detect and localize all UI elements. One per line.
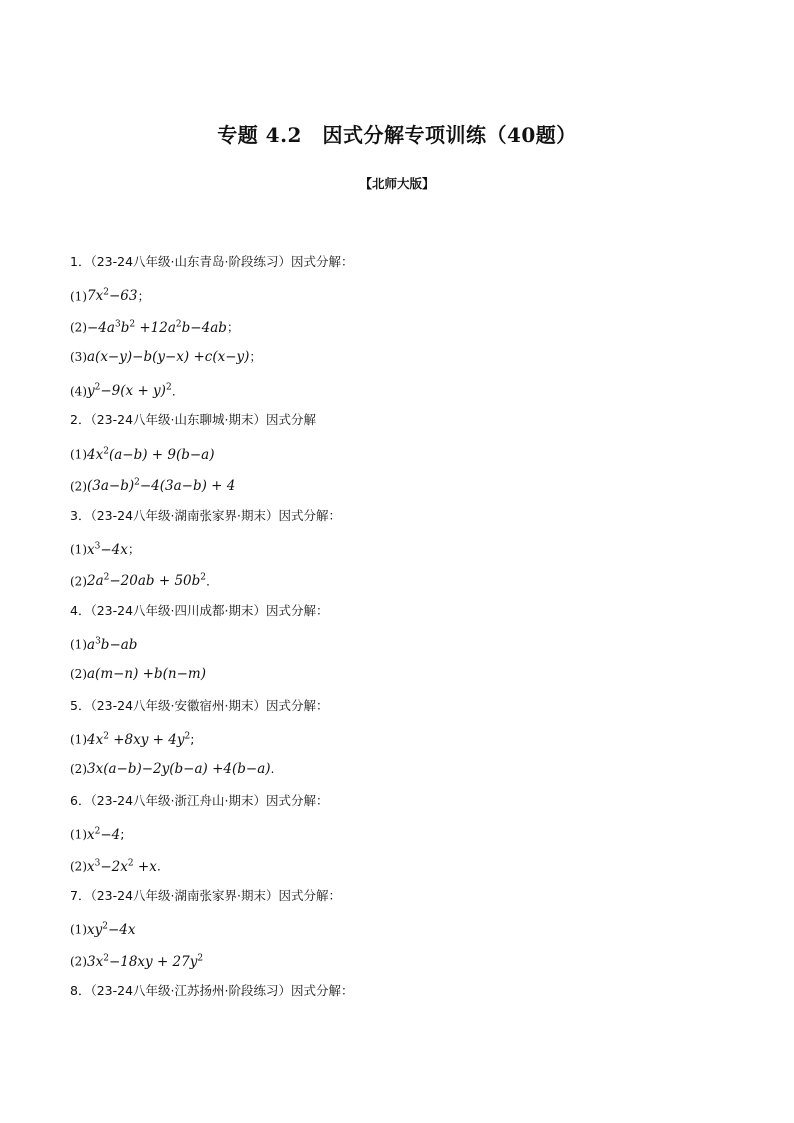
question-heading — [70, 246, 730, 278]
question-heading — [70, 785, 730, 817]
math-expression: $y^2-9(x + y)^2$ — [87, 382, 172, 400]
punctuation: ; — [190, 731, 195, 747]
edition-label: 【北师大版】 — [359, 176, 435, 191]
sub-problem — [70, 341, 730, 373]
sub-problem-label: (1) — [70, 637, 87, 652]
question-heading — [70, 880, 730, 912]
question-text: 8．（23-24八年级·江苏扬州·阶段练习）因式分解： — [70, 982, 354, 998]
question-text: 6．（23-24八年级·浙江舟山·期末）因式分解： — [70, 792, 329, 808]
punctuation: ； — [137, 288, 150, 304]
punctuation: . — [270, 761, 275, 776]
punctuation: . — [206, 573, 210, 589]
sub-problem-label: (2) — [70, 479, 87, 494]
question-text: 5．（23-24八年级·安徽宿州·期末）因式分解： — [70, 697, 329, 713]
question-text: 7．（23-24八年级·湖南张家界·期末）因式分解： — [70, 887, 341, 903]
math-expression: $x^3-4x$ — [87, 541, 128, 558]
sub-problem-label: (2) — [70, 762, 87, 776]
sub-problem-label: (2) — [70, 859, 87, 874]
sub-problem — [70, 911, 730, 943]
punctuation: . — [156, 858, 161, 874]
sub-problem-label: (2) — [70, 954, 87, 969]
math-expression: a(m−n) +b(n−m) — [87, 665, 206, 682]
math-expression: $4x^2(a-b) + 9(b-a)$ — [87, 446, 215, 463]
math-expression: $4x^2 +8xy + 4y^2$ — [87, 731, 191, 748]
math-expression: $-4a^3b^2 +12a^2b-4ab$ — [87, 319, 227, 336]
question-heading — [70, 975, 730, 1007]
question-text: 4．（23-24八年级·四川成都·期末）因式分解： — [70, 602, 329, 618]
question-text: 3．（23-24八年级·湖南张家界·期末）因式分解： — [70, 507, 341, 523]
sub-problem — [70, 563, 730, 595]
math-expression: $7x^2-63$ — [87, 287, 138, 305]
math-expression: $x^2-4$ — [87, 826, 121, 843]
math-expression: $2a^2-20ab + 50b^2$ — [87, 572, 207, 590]
math-expression: $3x^2-18xy + 27y^2$ — [87, 953, 204, 970]
sub-problem — [70, 753, 730, 785]
sub-problem-label: (2) — [70, 666, 87, 681]
math-expression: $a^3b-ab$ — [87, 636, 138, 653]
sub-problem-label: (1) — [70, 542, 87, 557]
sub-problem-label: (2) — [70, 320, 87, 335]
question-text: 2．（23-24八年级·山东聊城·期末）因式分解 — [70, 412, 316, 428]
math-expression: a(x−y)−b(y−x) +c(x−y) — [87, 349, 250, 366]
sub-problem — [70, 721, 730, 753]
math-expression: 3x(a−b)−2y(b−a) +4(b−a) — [87, 761, 271, 777]
punctuation: ; — [120, 826, 125, 842]
sub-problem — [70, 626, 730, 658]
question-text: 1．（23-24八年级·山东青岛·阶段练习）因式分解： — [70, 254, 354, 269]
sub-problem — [70, 278, 730, 310]
sub-problem-label: (1) — [70, 827, 87, 842]
sub-problem — [70, 658, 730, 690]
math-expression: $xy^2-4x$ — [87, 921, 136, 938]
question-heading — [70, 690, 730, 722]
sub-problem — [70, 373, 730, 405]
sub-problem — [70, 309, 730, 341]
math-expression: $x^3-2x^2 +x$ — [87, 858, 157, 875]
sub-problem — [70, 436, 730, 468]
sub-problem-label: (1) — [70, 922, 87, 937]
sub-problem — [70, 816, 730, 848]
question-heading — [70, 404, 730, 436]
sub-problem-label: (4) — [70, 384, 87, 399]
punctuation: ； — [127, 541, 141, 557]
question-heading — [70, 500, 730, 532]
page-title: 专题 4.2 因式分解专项训练（40题） — [217, 123, 577, 147]
problem-list — [70, 246, 730, 1007]
sub-problem-label: (1) — [70, 732, 87, 747]
sub-problem — [70, 468, 730, 500]
punctuation: . — [171, 383, 176, 399]
sub-problem — [70, 531, 730, 563]
sub-problem-label: (3) — [70, 350, 87, 365]
math-expression: $(3a-b)^2-4(3a-b) + 4$ — [87, 477, 236, 495]
punctuation: ； — [226, 319, 240, 335]
sub-problem-label: (1) — [70, 447, 87, 462]
punctuation: ； — [249, 349, 262, 365]
sub-problem — [70, 943, 730, 975]
question-heading — [70, 595, 730, 627]
sub-problem-label: (2) — [70, 574, 87, 589]
sub-problem — [70, 848, 730, 880]
sub-problem-label: (1) — [70, 289, 87, 304]
